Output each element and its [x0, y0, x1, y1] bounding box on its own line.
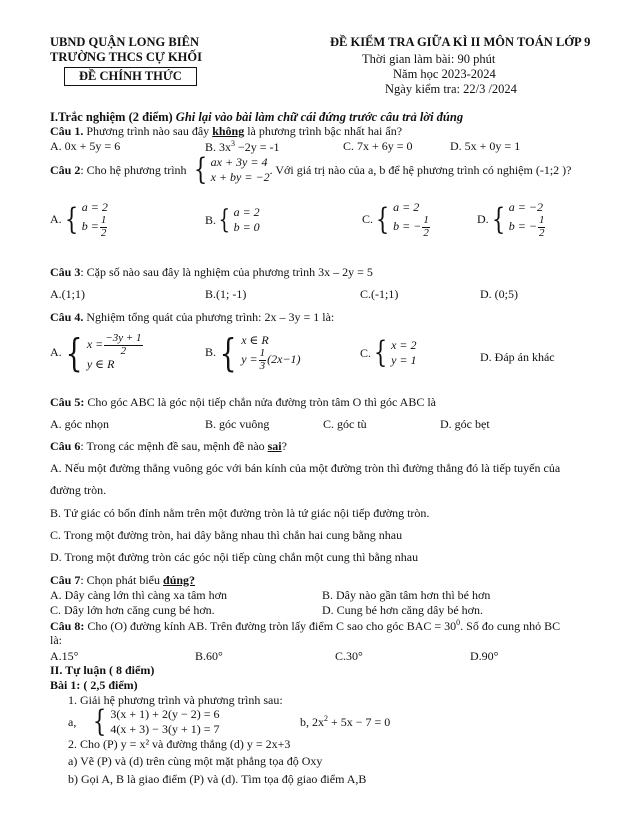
q8-option-c: C.30°	[335, 649, 363, 663]
question-5: Câu 5: Cho góc ABC là góc nội tiếp chắn nửa đường tròn tâm O thì góc ABC là	[50, 395, 436, 409]
q2-option-d: D. { a = −2 b = − $\frac{1}{2}$	[477, 200, 545, 239]
q1-option-d: D. 5x + 0y = 1	[450, 139, 521, 153]
question-8: Câu 8: Cho (O) đường kính AB. Trên đường tròn lấy điểm C sao cho góc BAC = $30^0$. Số đo cung nhỏ BC	[50, 618, 561, 633]
part2-heading: II. Tự luận ( 8 điểm)	[50, 663, 155, 677]
q3-option-d: D. (0;5)	[480, 287, 518, 301]
q8-option-a: A.15°	[50, 649, 79, 663]
question-1: Câu 1. Phương trình nào sau đây không là phương trình bậc nhất hai ẩn?	[50, 124, 403, 138]
q7-option-a: A. Dây càng lớn thì càng xa tâm hơn	[50, 588, 227, 602]
question-7: Câu 7: Chọn phát biểu đúng?	[50, 573, 196, 587]
q4-option-d: D. Đáp án khác	[480, 350, 555, 364]
school-district: UBND QUẬN LONG BIÊN	[50, 35, 199, 49]
q5-option-b: B. góc vuông	[205, 417, 270, 431]
q6-option-c: C. Trong một đường tròn, hai dây bằng nhau thì chắn hai cung bằng nhau	[50, 528, 403, 542]
part1-heading: I.Trắc nghiệm (2 điểm) Ghi lại vào bài làm chữ cái đứng trước câu trả lời đúng	[50, 110, 464, 124]
q1-option-b: B. $3x^3 -2y = -1$	[205, 139, 280, 154]
bai1-item-2: 2. Cho (P) y = x² và đường thẳng (d) y = 2x+3	[68, 737, 291, 751]
question-6: Câu 6: Trong các mệnh đề sau, mệnh đề nào sai?	[50, 439, 287, 453]
bai1-system: a, { 3(x + 1) + 2(y − 2) = 6 4(x + 3) − 3(y + 1) = 7	[68, 704, 220, 739]
q6-option-b: B. Tứ giác có bốn đỉnh nằm trên một đường tròn là tứ giác nội tiếp đường tròn.	[50, 506, 430, 520]
q8-option-b: B.60°	[195, 649, 223, 663]
q2-option-a: A. { a = 2 b = $\frac{1}{2}$	[50, 200, 108, 239]
q6-option-a-cont: đường tròn.	[50, 483, 107, 497]
bai1-quadratic: b, $2x^2 + 5x - 7 = 0$	[300, 714, 391, 729]
q1-option-c: C. 7x + 6y = 0	[343, 139, 413, 153]
school-name: TRƯỜNG THCS CỰ KHỐI	[50, 50, 202, 64]
q4-option-b: B. { x ∈ R y = $\frac{1}{3}$ (2x−1)	[205, 330, 301, 375]
question-4: Câu 4. Nghiệm tổng quát của phương trình: 2x – 3y = 1 là:	[50, 310, 335, 324]
q8-option-d: D.90°	[470, 649, 499, 663]
bai1-sub-a: a) Vẽ (P) và (d) trên cùng một mặt phẳng tọa độ Oxy	[68, 754, 323, 768]
school-year: Năm học 2023-2024	[393, 67, 496, 81]
official-badge: ĐỀ CHÍNH THỨC	[64, 67, 197, 86]
q5-option-d: D. góc bẹt	[440, 417, 490, 431]
q2-option-b: B. { a = 2 b = 0	[205, 205, 260, 235]
question-8-cont: là:	[50, 633, 62, 647]
q5-option-c: C. góc tù	[323, 417, 367, 431]
q5-option-a: A. góc nhọn	[50, 417, 109, 431]
q7-option-d: D. Cung bé hơn căng dây bé hơn.	[322, 603, 483, 617]
q7-option-b: B. Dây nào gần tâm hơn thì bé hơn	[322, 588, 491, 602]
exam-title: ĐỀ KIỂM TRA GIỮA KÌ II MÔN TOÁN LỚP 9	[330, 35, 591, 49]
question-2: Câu 2 : Cho hệ phương trình { ax + 3y = 4 x + by = −2 . Với giá trị nào của a, b để hệ phương trình có nghiệm (-1;2 )?	[50, 152, 572, 187]
exam-date: Ngày kiểm tra: 22/3 /2024	[385, 82, 517, 96]
bai1-item-1: 1. Giải hệ phương trình và phương trình sau:	[68, 693, 283, 707]
q2-option-c: C. { a = 2 b = − $\frac{1}{2}$	[362, 200, 429, 239]
q1-option-a: A. 0x + 5y = 6	[50, 139, 121, 153]
question-3: Câu 3: Cặp số nào sau đây là nghiệm của phương trình 3x – 2y = 5	[50, 265, 373, 279]
q6-option-d: D. Trong một đường tròn các góc nội tiếp cùng chắn một cung thì bằng nhau	[50, 550, 419, 564]
q3-option-b: B.(1; -1)	[205, 287, 247, 301]
q6-option-a: A. Nếu một đường thẳng vuông góc với bán kính của một đường tròn thì đường thẳng đó là tiếp tuyến của	[50, 461, 561, 475]
q7-option-c: C. Dây lớn hơn căng cung bé hơn.	[50, 603, 215, 617]
q3-option-a: A.(1;1)	[50, 287, 85, 301]
q3-option-c: C.(-1;1)	[360, 287, 399, 301]
bai1-sub-b: b) Gọi A, B là giao điểm (P) và (d). Tìm tọa độ giao điểm A,B	[68, 772, 367, 786]
exam-time: Thời gian làm bài: 90 phút	[362, 52, 496, 66]
q4-option-c: C. { x = 2 y = 1	[360, 335, 417, 370]
bai1-heading: Bài 1: ( 2,5 điểm)	[50, 678, 138, 692]
q4-option-a: A. { x = $\frac{-3y + 1}{2}$ y ∈ R	[50, 330, 142, 375]
